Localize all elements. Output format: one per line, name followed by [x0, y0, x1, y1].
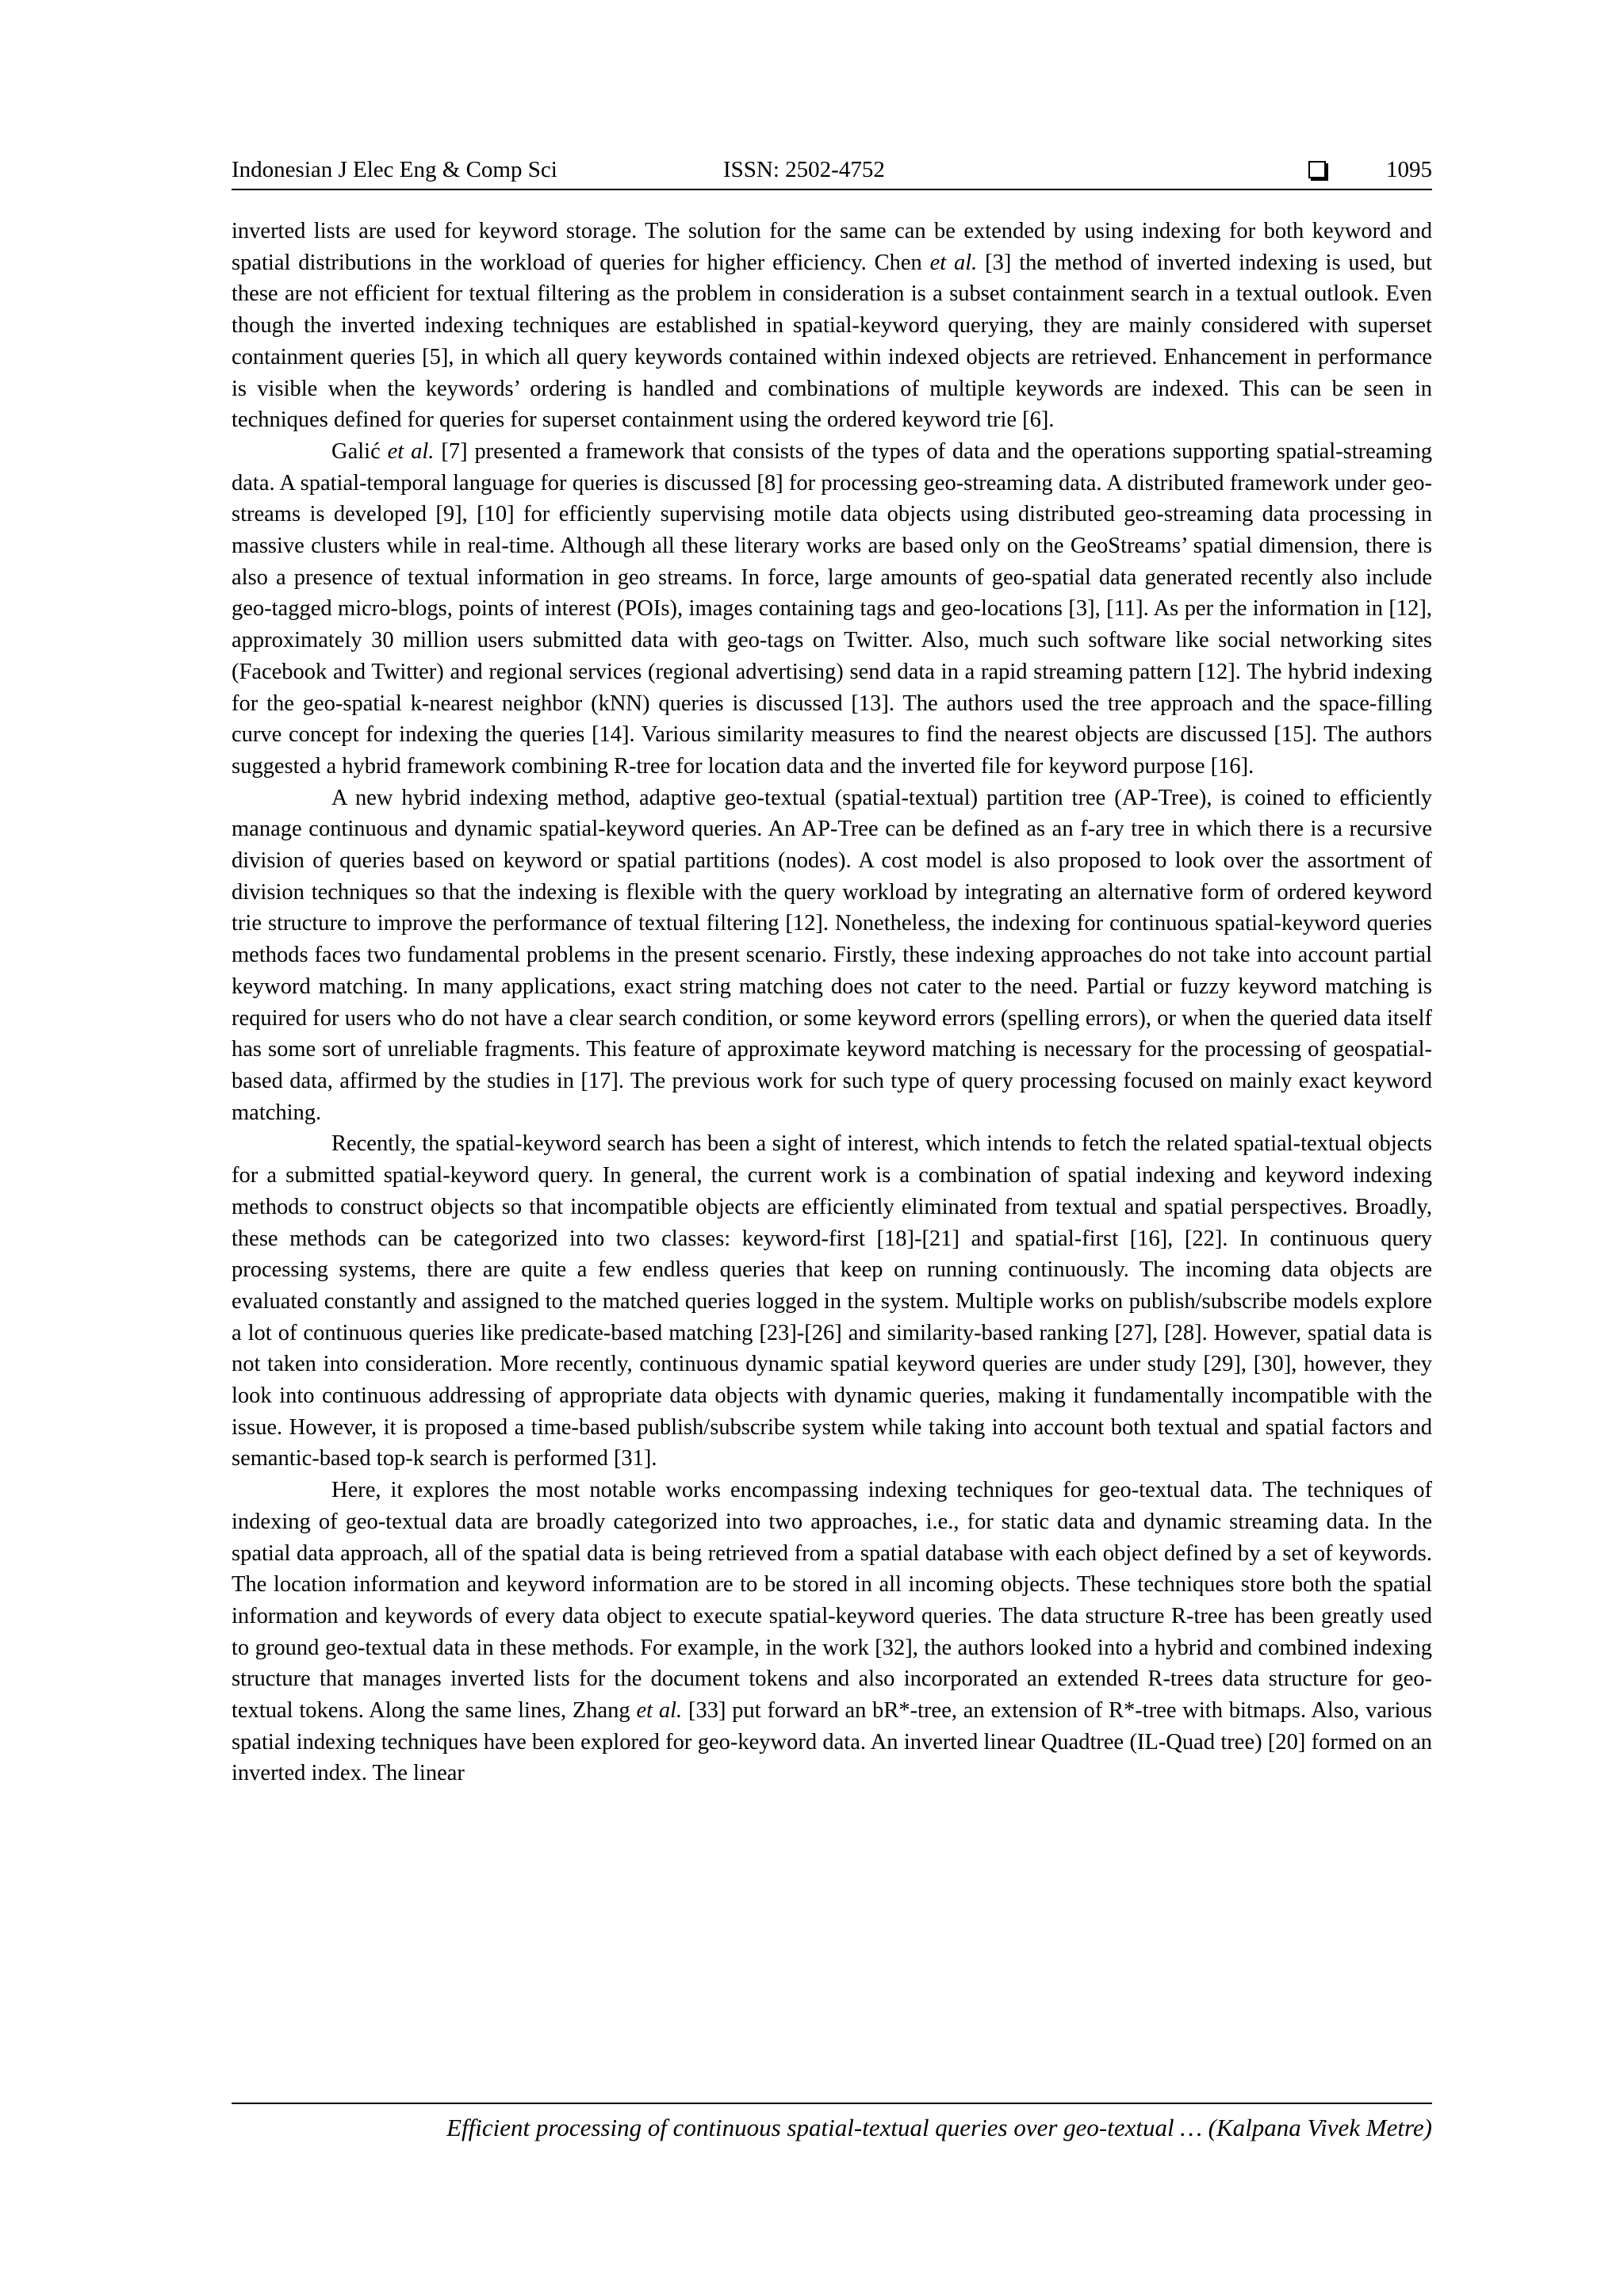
paragraph-text: [3] the method of inverted indexing is used, but these are not efficient for textual filtering as the problem in consideration is a subset containment search in a textual outlook. Even though the inverted indexing techniques are established in spatial-keyword querying, they are mainly considered with superset containment queries [5], in which all query keywords contained within indexed objects are retrieved. Enhancement in performance is visible when the keywords’ ordering is handled and combinations of multiple keywords are indexed. This can be seen in techniques defined for queries for superset containment using the ordered keyword trie [6].: [232, 250, 1432, 433]
paragraph-3: [232, 783, 1432, 1129]
paragraph-text: inverted lists are used for keyword storage. The solution for the same can be extended by using indexing for both keyword and spatial distributions in the workload of queries for higher efficiency. Chen: [232, 219, 1432, 275]
header-rule: [232, 189, 1432, 190]
square-box-icon: [1308, 161, 1326, 178]
italic-citation: et al.: [929, 250, 978, 275]
paragraph-1: [232, 216, 1432, 436]
issn-label: ISSN: 2502-4752: [723, 157, 885, 182]
paragraph-text: Recently, the spatial-keyword search has been a sight of interest, which intends to fetch the related spatial-textual objects for a submitted spatial-keyword query. In general, the current work is a combination of spatial indexing and keyword indexing methods to construct objects so that incompatible objects are efficiently eliminated from textual and spatial perspectives. Broadly, these methods can be categorized into two classes: keyword-first [18]-[21] and spatial-first [16], [22]. In continuous query processing systems, there are quite a few endless queries that keep on running continuously. The incoming data objects are evaluated constantly and assigned to the matched queries logged in the system. Multiple works on publish/subscribe models explore a lot of continuous queries like predicate-based matching [23]-[26] and similarity-based ranking [27], [28]. However, spatial data is not taken into consideration. More recently, continuous dynamic spatial keyword queries are under study [29], [30], however, they look into continuous addressing of appropriate data objects with dynamic queries, making it fundamentally incompatible with the issue. However, it is proposed a time-based publish/subscribe system while taking into account both textual and spatial factors and semantic-based top-k search is performed [31].: [232, 1131, 1432, 1471]
paragraph-4: [232, 1128, 1432, 1475]
footer-rule: [232, 2103, 1432, 2104]
italic-citation: et al.: [387, 438, 435, 464]
body-text: [232, 216, 1432, 1789]
journal-name: Indonesian J Elec Eng & Comp Sci: [232, 157, 557, 182]
paragraph-5: [232, 1475, 1432, 1789]
paragraph-text: A new hybrid indexing method, adaptive geo-textual (spatial-textual) partition tree (AP-Tree), is coined to efficiently manage continuous and dynamic spatial-keyword queries. An AP-Tree can be defined as an f-ary tree in which there is a recursive division of queries based on keyword or spatial partitions (nodes). A cost model is also proposed to look over the assortment of division techniques so that the indexing is flexible with the query workload by integrating an alternative form of ordered keyword trie structure to improve the performance of textual filtering [12]. Nonetheless, the indexing for continuous spatial-keyword queries methods faces two fundamental problems in the present scenario. Firstly, these indexing approaches do not take into account partial keyword matching. In many applications, exact string matching does not cater to the need. Partial or fuzzy keyword matching is required for users who do not have a clear search condition, or some keyword errors (spelling errors), or when the queried data itself has some sort of unreliable fragments. This feature of approximate keyword matching is necessary for the processing of geospatial-based data, affirmed by the studies in [17]. The previous work for such type of query processing focused on mainly exact keyword matching.: [232, 785, 1432, 1125]
running-footer: Efficient processing of continuous spatial-textual queries over geo-textual … (Kalpana Vivek Metre): [446, 2114, 1432, 2141]
paragraph-text: Here, it explores the most notable works encompassing indexing techniques for geo-textual data. The techniques of indexing of geo-textual data are broadly categorized into two approaches, i.e., for static data and dynamic streaming data. In the spatial data approach, all of the spatial data is being retrieved from a spatial database with each object defined by a set of keywords. The location information and keyword information are to be stored in all incoming objects. These techniques store both the spatial information and keywords of every data object to execute spatial-keyword queries. The data structure R-tree has been greatly used to ground geo-textual data in these methods. For example, in the work [32], the authors looked into a hybrid and combined indexing structure that manages inverted lists for the document tokens and also incorporated an extended R-trees data structure for geo-textual tokens. Along the same lines, Zhang: [232, 1478, 1432, 1724]
page-header: [232, 154, 1432, 186]
page-number: 1095: [1386, 157, 1432, 182]
paragraph-2: [232, 436, 1432, 783]
paragraph-text: [33] put forward an bR*-tree, an extension of R*-tree with bitmaps. Also, various spatial indexing techniques have been explored for geo-keyword data. An inverted linear Quadtree (IL-Quad tree) [20] formed on an inverted index. The linear: [232, 1698, 1432, 1786]
paragraph-text: [7] presented a framework that consists of the types of data and the operations supporting spatial-streaming data. A spatial-temporal language for queries is discussed [8] for processing geo-streaming data. A distributed framework under geo-streams is developed [9], [10] for efficiently supervising motile data objects using distributed geo-streaming data processing in massive clusters while in real-time. Although all these literary works are based only on the GeoStreams’ spatial dimension, there is also a presence of textual information in geo streams. In force, large amounts of geo-spatial data generated recently also include geo-tagged micro-blogs, points of interest (POIs), images containing tags and geo-locations [3], [11]. As per the information in [12], approximately 30 million users submitted data with geo-tags on Twitter. Also, much such software like social networking sites (Facebook and Twitter) and regional services (regional advertising) send data in a rapid streaming pattern [12]. The hybrid indexing for the geo-spatial k-nearest neighbor (kNN) queries is discussed [13]. The authors used the tree approach and the space-filling curve concept for indexing the queries [14]. Various similarity measures to find the nearest objects are discussed [15]. The authors suggested a hybrid framework combining R-tree for location data and the inverted file for keyword purpose [16].: [232, 438, 1432, 779]
paragraph-text: Galić: [331, 438, 388, 464]
italic-citation: et al.: [636, 1698, 683, 1724]
